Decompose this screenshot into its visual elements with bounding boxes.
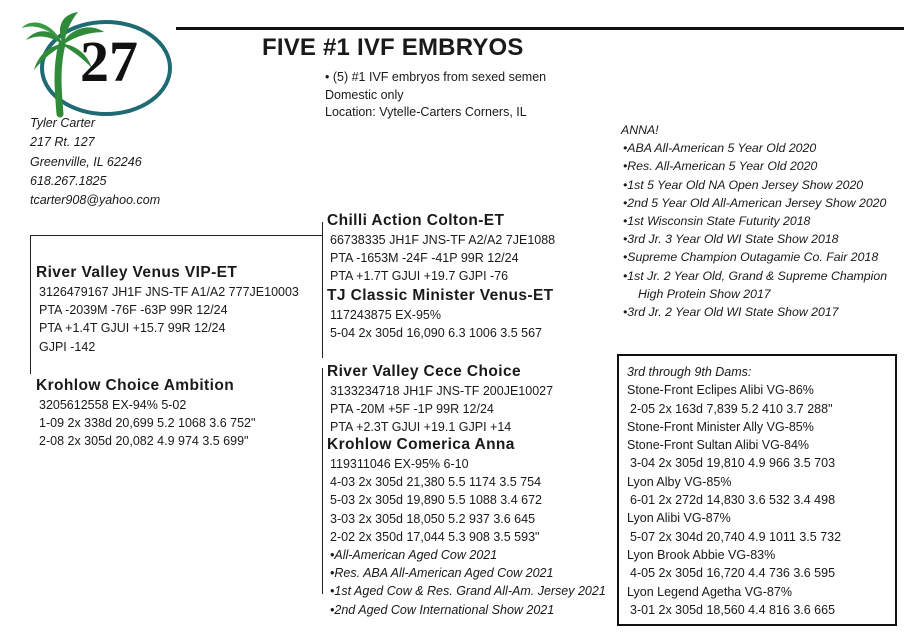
dam-entry-name: Lyon Brook Abbie VG-83%	[627, 547, 776, 562]
sire-dam-line: 2-08 2x 305d 20,082 4.9 974 3.5 699"	[39, 434, 249, 449]
anna-accolade: •1st Jr. 2 Year Old, Grand & Supreme Champion	[623, 268, 888, 283]
granddam-name: Krohlow Comerica Anna	[327, 436, 515, 453]
anna-accolade: •1st 5 Year Old NA Open Jersey Show 2020	[623, 177, 864, 192]
granddam-line: 2-02 2x 350d 17,044 5.3 908 3.5 593"	[330, 529, 540, 544]
consignor-email: tcarter908@yahoo.com	[30, 193, 161, 208]
sire-dam-line: 3205612558 EX-94% 5-02	[39, 398, 187, 412]
consignor-city: Greenville, IL 62246	[30, 154, 142, 169]
granddam-award: •Res. ABA All-American Aged Cow 2021	[330, 566, 554, 581]
dam-entry-name: Stone-Front Minister Ally VG-85%	[627, 419, 814, 434]
anna-accolade: •3rd Jr. 3 Year Old WI State Show 2018	[623, 232, 839, 247]
dam-entry-name: Lyon Alby VG-85%	[627, 474, 732, 489]
dams-box	[617, 354, 897, 626]
anna-accolade-continuation: High Protein Show 2017	[638, 286, 771, 301]
pedigree-connector	[30, 235, 322, 236]
dam-sire-name: Chilli Action Colton-ET	[327, 212, 505, 229]
anna-accolade: •Res. All-American 5 Year Old 2020	[623, 159, 818, 174]
dam-block	[327, 285, 554, 342]
dam-dam-sire-block	[327, 361, 553, 437]
sire-dam-name: Krohlow Choice Ambition	[36, 377, 235, 394]
consignor-phone: 618.267.1825	[30, 173, 107, 188]
dam-entry-name: Stone-Front Sultan Alibi VG-84%	[627, 438, 810, 453]
dam-dam-sire-name: River Valley Cece Choice	[327, 363, 521, 380]
lot-logo	[22, 10, 172, 122]
dam-name: TJ Classic Minister Venus-ET	[327, 287, 554, 304]
granddam-award: •1st Aged Cow & Res. Grand All-Am. Jersey 2021	[330, 584, 606, 599]
dam-entry-record: 6-01 2x 272d 14,830 3.6 532 3.4 498	[630, 493, 836, 508]
lot-details	[325, 69, 546, 122]
sire-block	[36, 262, 299, 356]
dam-entry-name: Stone-Front Eclipes Alibi VG-86%	[627, 383, 814, 398]
consignor-contact	[30, 114, 160, 210]
header-rule	[176, 27, 904, 30]
pedigree-connector	[322, 222, 323, 358]
anna-accolades	[619, 121, 887, 321]
pedigree-connector	[30, 235, 31, 280]
anna-accolade: •2nd 5 Year Old All-American Jersey Show 2020	[623, 195, 887, 210]
sire-dam-line: 1-09 2x 338d 20,699 5.2 1068 3.6 752"	[39, 416, 256, 431]
sire-line: GJPI -142	[39, 339, 96, 354]
dams-heading: 3rd through 9th Dams:	[627, 365, 752, 379]
sire-dam-block	[36, 375, 255, 451]
granddam-line: 4-03 2x 305d 21,380 5.5 1174 3.5 754	[330, 475, 542, 490]
dam-entry-record: 2-05 2x 163d 7,839 5.2 410 3.7 288"	[630, 401, 833, 416]
dam-line: 117243875 EX-95%	[330, 308, 441, 322]
dam-entry-name: Lyon Alibi VG-87%	[627, 511, 731, 526]
dam-entry-record: 3-04 2x 305d 19,810 4.9 966 3.5 703	[630, 456, 836, 471]
dam-line: 5-04 2x 305d 16,090 6.3 1006 3.5 567	[330, 326, 542, 341]
granddam-line: 119311046 EX-95% 6-10	[330, 457, 469, 471]
consignor-address: 217 Rt. 127	[30, 135, 95, 150]
lot-number: 27	[80, 29, 138, 94]
sire-line: 3126479167 JH1F JNS-TF A1/A2 777JE10003	[39, 285, 299, 299]
lot-title: FIVE #1 IVF EMBRYOS	[262, 34, 524, 61]
sire-name: River Valley Venus VIP-ET	[36, 264, 238, 281]
lot-detail-line: • (5) #1 IVF embryos from sexed semen	[325, 70, 547, 84]
anna-accolade: •1st Wisconsin State Futurity 2018	[623, 214, 811, 229]
lot-detail-line: Location: Vytelle-Carters Corners, IL	[325, 105, 527, 119]
granddam-line: 3-03 2x 305d 18,050 5.2 937 3.6 645	[330, 511, 536, 526]
consignor-name: Tyler Carter	[30, 116, 96, 130]
lot-detail-line: Domestic only	[325, 87, 404, 102]
dam-entry-record: 3-01 2x 305d 18,560 4.4 816 3.6 665	[630, 602, 836, 617]
dam-sire-line: PTA +1.7T GJUI +19.7 GJPI -76	[330, 269, 509, 284]
dam-sire-line: PTA -1653M -24F -41P 99R 12/24	[330, 251, 519, 266]
dam-dam-sire-line: 3133234718 JH1F JNS-TF 200JE10027	[330, 384, 554, 398]
dam-entry-record: 5-07 2x 304d 20,740 4.9 1011 3.5 732	[630, 529, 842, 544]
sire-line: PTA -2039M -76F -63P 99R 12/24	[39, 303, 228, 318]
granddam-line: 5-03 2x 305d 19,890 5.5 1088 3.4 672	[330, 493, 542, 508]
dam-sire-block	[327, 210, 555, 286]
pedigree-connector	[322, 368, 323, 594]
granddam-award: •All-American Aged Cow 2021	[330, 548, 498, 563]
dam-dam-sire-line: PTA -20M +5F -1P 99R 12/24	[330, 402, 494, 417]
dam-entry-name: Lyon Legend Agetha VG-87%	[627, 584, 792, 599]
sire-line: PTA +1.4T GJUI +15.7 99R 12/24	[39, 321, 226, 336]
dam-dam-sire-line: PTA +2.3T GJUI +19.1 GJPI +14	[330, 420, 512, 435]
anna-heading: ANNA!	[621, 123, 659, 137]
anna-accolade: •ABA All-American 5 Year Old 2020	[623, 141, 817, 156]
anna-accolade: •3rd Jr. 2 Year Old WI State Show 2017	[623, 305, 839, 320]
anna-accolade: •Supreme Champion Outagamie Co. Fair 2018	[623, 250, 879, 265]
granddam-block	[327, 434, 606, 619]
pedigree-connector	[30, 278, 31, 374]
dam-sire-line: 66738335 JH1F JNS-TF A2/A2 7JE1088	[330, 233, 556, 247]
dam-entry-record: 4-05 2x 305d 16,720 4.4 736 3.6 595	[630, 566, 836, 581]
granddam-award: •2nd Aged Cow International Show 2021	[330, 602, 555, 617]
